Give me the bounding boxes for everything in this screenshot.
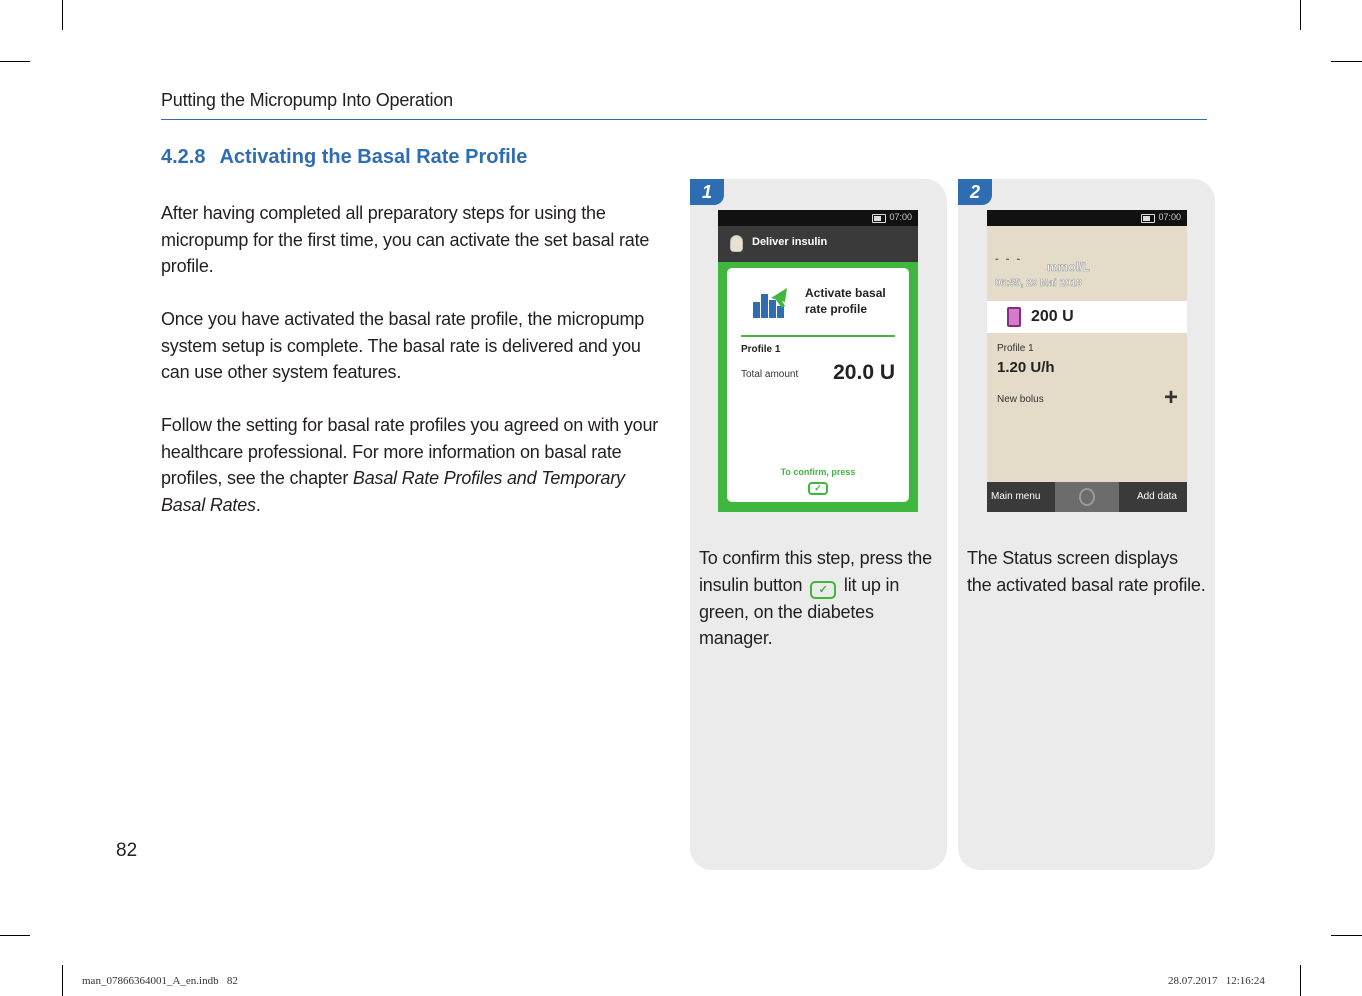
total-amount-value: 20.0 U: [833, 361, 895, 384]
profile-name: Profile 1: [741, 344, 781, 355]
step-badge-1: 1: [690, 179, 724, 205]
step-1-text: [699, 545, 939, 652]
new-bolus-label[interactable]: New bolus: [997, 394, 1044, 405]
check-icon[interactable]: ✓: [808, 482, 828, 495]
status-bar: [718, 210, 918, 226]
plus-icon[interactable]: +: [1163, 384, 1178, 411]
add-data-button[interactable]: Add data: [1136, 491, 1177, 502]
step-2-text: The Status screen displays the activated basal rate profile.: [967, 548, 1206, 595]
page-number: 82: [116, 840, 138, 861]
crop-mark: [1300, 0, 1301, 30]
slug-file: man_07866364001_A_en.indb 82: [82, 975, 238, 987]
clock: 07:00: [1158, 212, 1181, 222]
insulin-remaining: 200 U: [1031, 308, 1074, 325]
total-amount-label: Total amount: [741, 369, 799, 380]
profile-name: Profile 1: [997, 343, 1034, 354]
middle-button[interactable]: [1055, 482, 1119, 512]
paragraph-text: Follow the setting for basal rate profiles you agreed on with your healthcare professional. For more information on basal rate profiles, see the chapter: [161, 415, 659, 488]
bottom-bar: [987, 482, 1187, 512]
paragraph-text: .: [255, 494, 261, 515]
crop-mark: [1300, 965, 1301, 996]
datetime: 06:55, 29 Mai 2018: [995, 278, 1082, 289]
insulin-remaining-row: [987, 301, 1187, 333]
screen-title-bar: [718, 226, 918, 262]
glucose-unit: mmol/L: [1047, 260, 1090, 274]
card-title: Activate basal rate profile: [805, 286, 886, 316]
paragraph: After having completed all preparatory steps for using the micropump for the first time, you can activate the set basal rate profile.: [161, 203, 650, 276]
device-screen-confirm: [718, 210, 918, 512]
crop-mark: [62, 0, 63, 30]
section-title: Activating the Basal Rate Profile: [219, 146, 528, 168]
basal-rate: 1.20 U/h: [997, 359, 1055, 376]
cartridge-icon: [1007, 307, 1021, 327]
clock: 07:00: [889, 212, 912, 222]
pump-icon: [730, 235, 743, 252]
chapter-reference: Basal Rate Profiles and Temporary Basal Rates: [161, 468, 625, 515]
crop-mark: [0, 935, 30, 936]
basal-profile-icon: [751, 286, 795, 320]
section-heading: [161, 146, 527, 169]
section-number: 4.2.8: [161, 146, 206, 168]
step-text: To confirm this step, press the insulin button: [699, 548, 932, 595]
step-text: lit up in green, on the diabetes manager.: [699, 574, 900, 648]
no-bolus-icon: [1079, 488, 1095, 506]
body-text: [161, 200, 671, 545]
crop-mark: [62, 965, 63, 996]
confirm-panel: [727, 268, 909, 502]
battery-icon: [1141, 214, 1155, 223]
screen-title: Deliver insulin: [752, 236, 828, 248]
paragraph: Once you have activated the basal rate profile, the micropump system setup is complete. The basal rate is delivered and you can use other system features.: [161, 309, 645, 382]
status-bar: [987, 210, 1187, 226]
confirm-label: To confirm, press: [780, 467, 856, 477]
device-screen-status: [987, 210, 1187, 512]
step-badge-2: 2: [958, 179, 992, 205]
glucose-placeholder: - - -: [995, 253, 1023, 265]
header-rule: [161, 119, 1207, 120]
battery-icon: [872, 214, 886, 223]
crop-mark: [1331, 935, 1362, 936]
slug-timestamp: 28.07.2017 12:16:24: [1168, 975, 1265, 987]
paragraph: [161, 412, 671, 518]
divider: [741, 335, 895, 337]
running-header: Putting the Micropump Into Operation: [161, 90, 453, 110]
crop-mark: [0, 61, 30, 62]
crop-mark: [1331, 61, 1362, 62]
main-menu-button[interactable]: Main menu: [991, 491, 1041, 502]
insulin-button-icon: ✓: [810, 581, 836, 599]
